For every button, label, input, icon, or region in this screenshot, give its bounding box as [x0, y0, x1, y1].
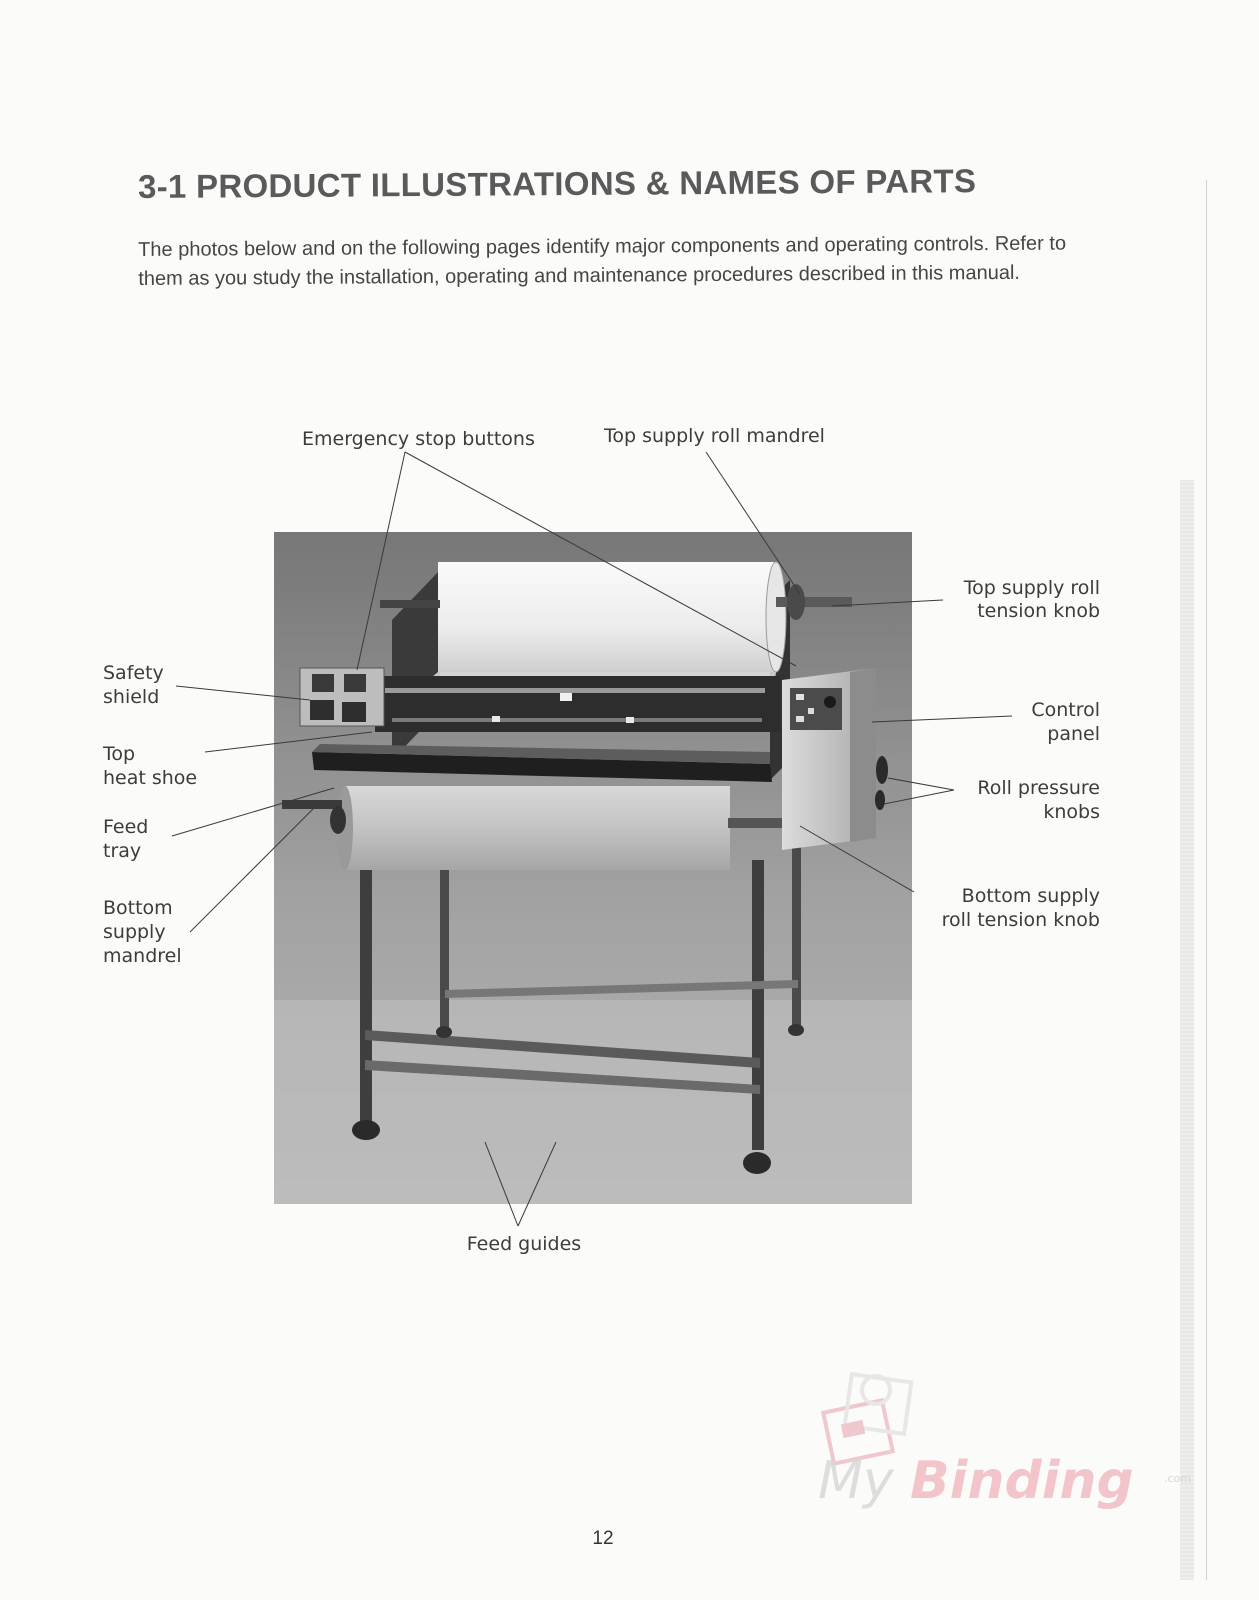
label-bottom-tension-knob-line2: roll tension knob — [941, 909, 1100, 931]
label-roll-pressure-knobs-line2: knobs — [1043, 801, 1100, 823]
label-top-tension-knob-line2: tension knob — [977, 600, 1100, 622]
label-safety-shield-line2: shield — [103, 686, 160, 708]
label-bottom-mandrel-line1: Bottom — [103, 897, 173, 919]
label-control-panel-line1: Control — [1031, 699, 1100, 721]
label-top-heat-shoe-line1: Top — [103, 743, 136, 765]
mybinding-watermark-logo — [818, 1366, 1198, 1516]
label-feed-tray-line1: Feed — [103, 816, 149, 838]
label-bottom-mandrel-line2: supply — [103, 921, 166, 943]
label-top-heat-shoe-line2: heat shoe — [103, 767, 198, 789]
label-feed-tray-line2: tray — [103, 840, 142, 862]
label-bottom-mandrel-line3: mandrel — [103, 945, 182, 967]
label-roll-pressure-knobs-line1: Roll pressure — [977, 777, 1100, 799]
page-title: 3-1 PRODUCT ILLUSTRATIONS & NAMES OF PARTS — [137, 162, 977, 205]
label-bottom-tension-knob-line1: Bottom supply — [961, 885, 1100, 907]
label-top-tension-knob-line1: Top supply roll — [963, 577, 1100, 599]
intro-paragraph: The photos below and on the following pages identify major components and operating controls. Refer to them as you study the installation, operating and maintenance procedures described in this manual. — [138, 232, 1067, 290]
svg-text:.com: .com — [1164, 1472, 1191, 1485]
svg-text:My: My — [818, 1451, 894, 1511]
scan-edge-line — [1206, 180, 1207, 1580]
label-control-panel-line2: panel — [1047, 723, 1100, 745]
label-top-supply-roll-mandrel: Top supply roll mandrel — [604, 425, 825, 447]
label-emergency-stop-buttons: Emergency stop buttons — [302, 428, 535, 450]
label-safety-shield-line1: Safety — [103, 662, 164, 684]
laminator-photo — [274, 532, 912, 1204]
page-number: 12 — [592, 1528, 614, 1549]
label-feed-guides: Feed guides — [466, 1233, 582, 1255]
svg-text:Binding: Binding — [910, 1451, 1134, 1511]
